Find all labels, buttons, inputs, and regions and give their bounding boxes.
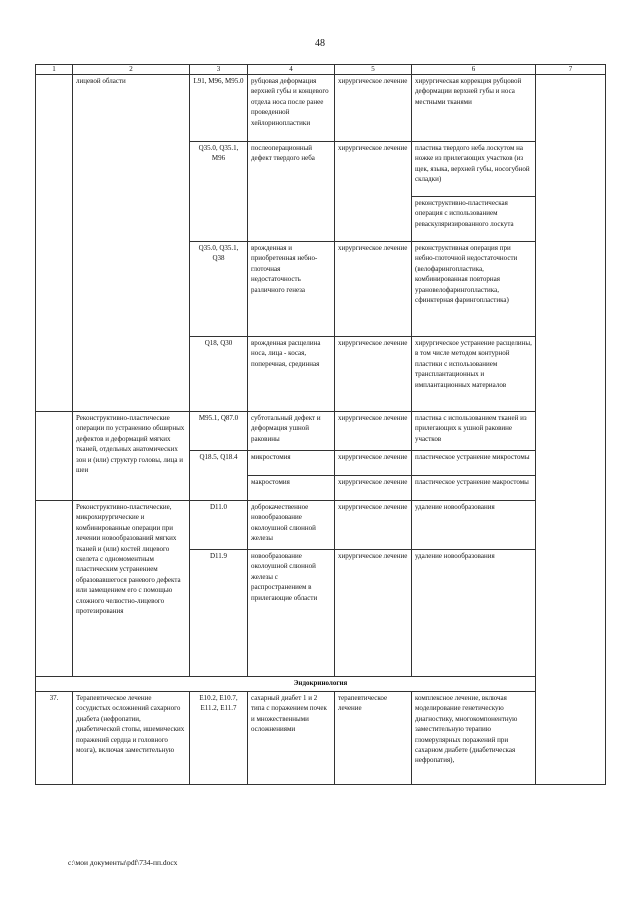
treatment-method-cell: хирургическая коррекция рубцовой деформации верхней губы и носа местными тканями xyxy=(412,75,536,142)
table-row xyxy=(36,692,606,785)
treatment-type-cell: хирургическое лечение xyxy=(335,501,412,550)
table-row xyxy=(36,501,606,550)
row-number-cell: 37. xyxy=(36,692,73,785)
diagnosis-cell: врожденная расщелина носа, лица - косая, поперечная, срединная xyxy=(248,337,335,412)
icd-code-cell: Q35.0, Q35.1, M96 xyxy=(190,142,248,242)
icd-code-cell: D11.9 xyxy=(190,550,248,677)
treatment-type-cell: хирургическое лечение xyxy=(335,142,412,242)
treatment-method-cell: удаление новообразования xyxy=(412,550,536,677)
diagnosis-cell: сахарный диабет 1 и 2 типа с поражением почек и множественными осложнениями xyxy=(248,692,335,785)
row-number-cell xyxy=(36,75,73,412)
icd-code-cell: Q18.5, Q18.4 xyxy=(190,451,248,501)
diagnosis-cell: рубцовая деформация верхней губы и концевого отдела носа после ранее проведенной хейлоринопластики xyxy=(248,75,335,142)
treatment-method-cell: удаление новообразования xyxy=(412,501,536,550)
diagnosis-cell: макростомия xyxy=(248,476,335,501)
treatment-method-cell: реконструктивная операция при небно-глоточной недостаточности (велофарингопластика, комбинированная повторная урановелофарингопластика, сфинктерная фарингопластика) xyxy=(412,242,536,337)
method-cell: Реконструктивно-пластические, микрохирургические и комбинированные операции при лечении новообразований мягких тканей и (или) костей лицевого скелета с одномоментным пластическим устранением образовавшегося раневого дефекта или замещением его с помощью сложного челюстно-лицевого протезирования xyxy=(73,501,190,677)
icd-code-cell: Q35.0, Q35.1, Q38 xyxy=(190,242,248,337)
diagnosis-cell: микростомия xyxy=(248,451,335,476)
diagnosis-cell: доброкачественное новообразование околоушной слюнной железы xyxy=(248,501,335,550)
col-header: 4 xyxy=(248,65,335,75)
col-header: 2 xyxy=(73,65,190,75)
icd-code-cell: Q18, Q30 xyxy=(190,337,248,412)
treatment-method-cell: пластика твердого неба лоскутом на ножке из прилегающих участков (из щек, языка, верхней губы, носогубной складки) xyxy=(412,142,536,197)
row-number-cell xyxy=(36,501,73,677)
col-header: 7 xyxy=(536,65,606,75)
col-header: 1 xyxy=(36,65,73,75)
treatment-method-cell: пластическое устранение макростомы xyxy=(412,476,536,501)
method-cell: лицевой области xyxy=(73,75,190,412)
section-title: Эндокринология xyxy=(36,677,606,692)
icd-code-cell: M95.1, Q87.0 xyxy=(190,412,248,451)
services-table xyxy=(35,64,606,785)
treatment-type-cell: хирургическое лечение xyxy=(335,550,412,677)
treatment-type-cell: хирургическое лечение xyxy=(335,451,412,476)
treatment-type-cell: терапевтическое лечение xyxy=(335,692,412,785)
col-header: 5 xyxy=(335,65,412,75)
treatment-method-cell: пластика с использованием тканей из прилегающих к ушной раковине участков xyxy=(412,412,536,451)
treatment-type-cell: хирургическое лечение xyxy=(335,476,412,501)
method-cell: Реконструктивно-пластические операции по устранению обширных дефектов и деформаций мягких тканей, отдельных анатомических зон и (или) структур головы, лица и шеи xyxy=(73,412,190,501)
diagnosis-cell: субтотальный дефект и деформация ушной раковины xyxy=(248,412,335,451)
treatment-type-cell: хирургическое лечение xyxy=(335,242,412,337)
table-row xyxy=(36,75,606,142)
treatment-type-cell: хирургическое лечение xyxy=(335,75,412,142)
col-header: 6 xyxy=(412,65,536,75)
treatment-method-cell: реконструктивно-пластическая операция с использованием реваскуляризированного лоскута xyxy=(412,197,536,242)
treatment-method-cell: хирургическое устранение расщелины, в том числе методом контурной пластики с использованием трансплантационных и имплантационных материалов xyxy=(412,337,536,412)
file-path-footer: c:\мои документы\pdf\734-пп.docx xyxy=(68,858,178,867)
treatment-method-cell: комплексное лечение, включая моделирование генетическую диагностику, многокомпонентную заместительную терапию гломерулярных поражений при сахарном диабете (диабетическая нефропатия), xyxy=(412,692,536,785)
icd-code-cell: E10.2, E10.7, E11.2, E11.7 xyxy=(190,692,248,785)
diagnosis-cell: новообразование околоушной слюнной железы с распространением в прилегающие области xyxy=(248,550,335,677)
page-number: 48 xyxy=(315,38,325,49)
table-row xyxy=(36,412,606,451)
icd-code-cell: L91, M96, M95.0 xyxy=(190,75,248,142)
treatment-type-cell: хирургическое лечение xyxy=(335,412,412,451)
treatment-method-cell: пластическое устранение микростомы xyxy=(412,451,536,476)
treatment-type-cell: хирургическое лечение xyxy=(335,337,412,412)
col-header: 3 xyxy=(190,65,248,75)
section-row xyxy=(36,677,606,692)
icd-code-cell: D11.0 xyxy=(190,501,248,550)
diagnosis-cell: врожденная и приобретенная небно-глоточная недостаточность различного генеза xyxy=(248,242,335,337)
header-row xyxy=(36,65,606,75)
method-cell: Терапевтическое лечение сосудистых осложнений сахарного диабета (нефропатии, диабетической стопы, ишемических поражений сердца и головного мозга), включая заместительную xyxy=(73,692,190,785)
row-number-cell xyxy=(36,412,73,501)
diagnosis-cell: послеоперационный дефект твердого неба xyxy=(248,142,335,242)
